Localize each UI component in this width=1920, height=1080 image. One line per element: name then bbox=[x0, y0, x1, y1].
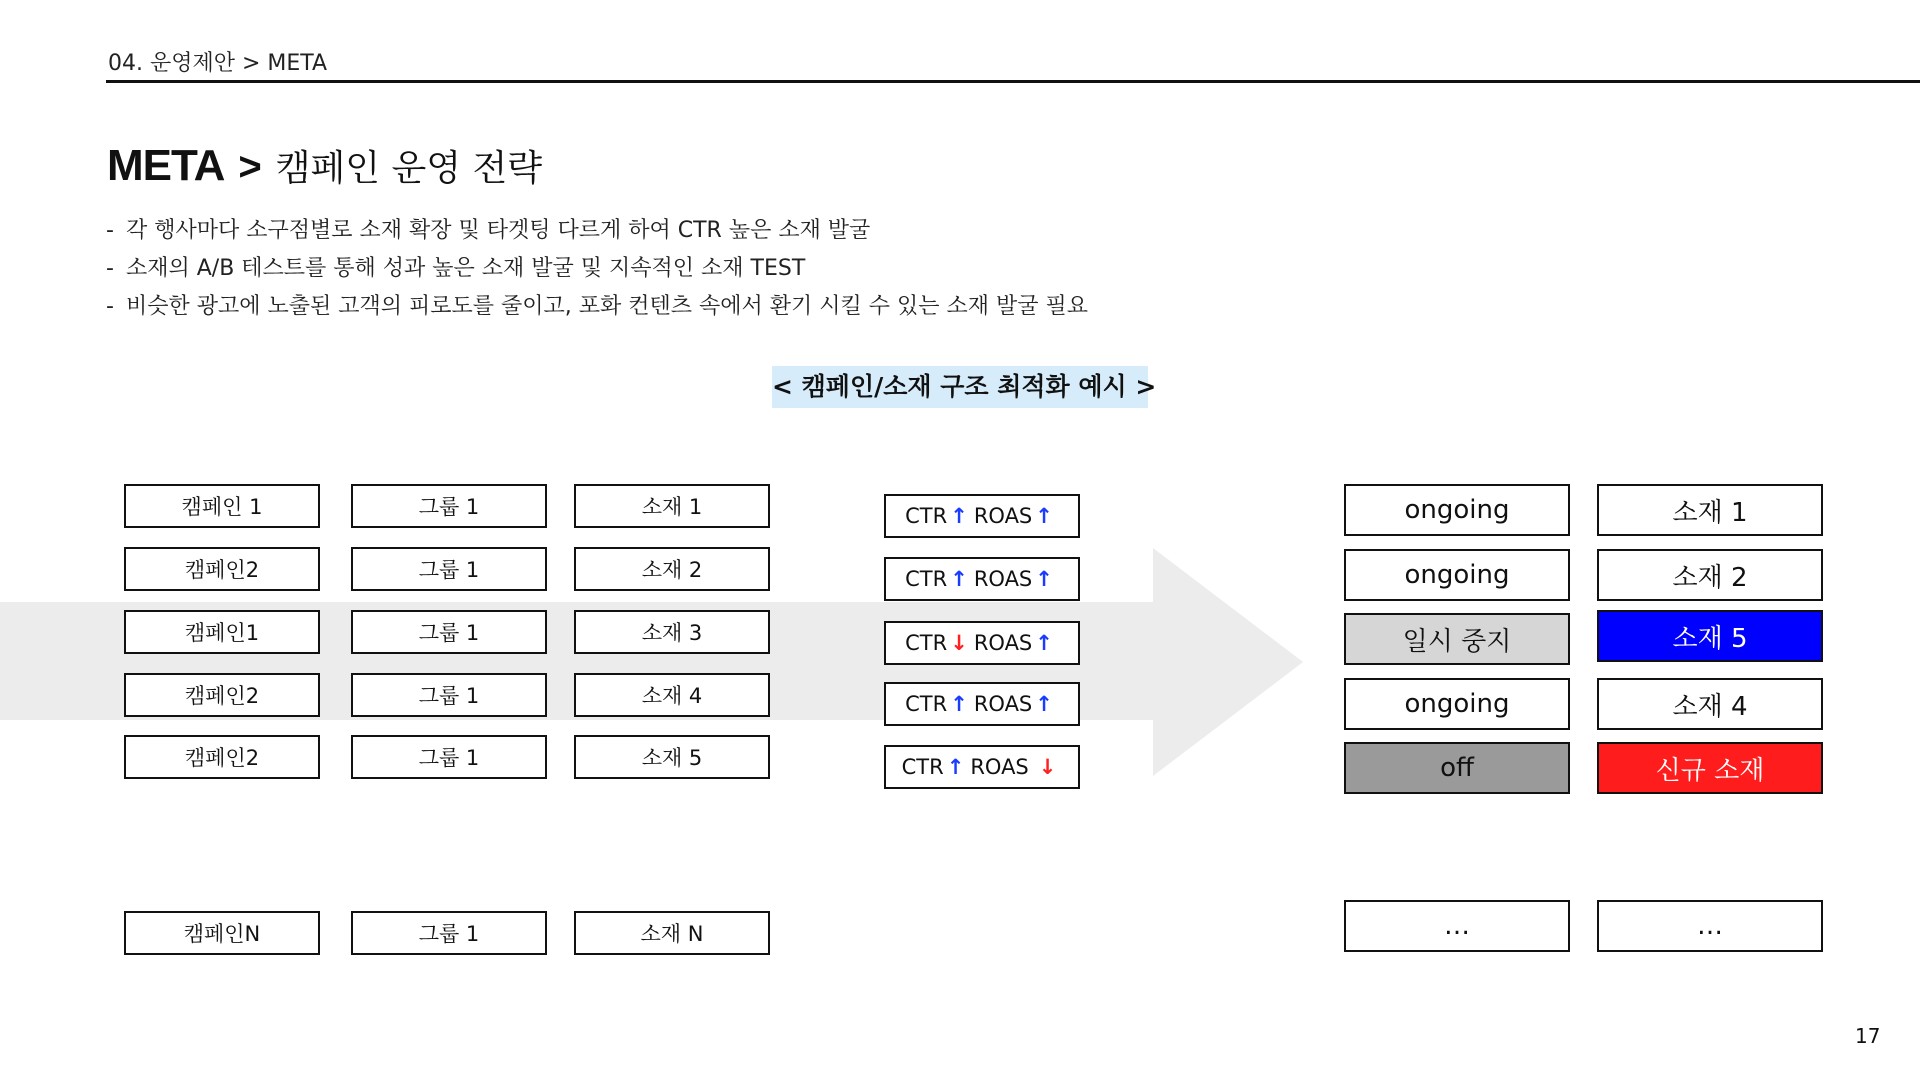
bullet-text: 각 행사마다 소구점별로 소재 확장 및 타겟팅 다르게 하여 CTR 높은 소재 발굴 bbox=[126, 218, 871, 243]
roas-label: ROAS bbox=[973, 692, 1033, 716]
breadcrumb: 04. 운영제안 > META bbox=[108, 51, 328, 76]
result-ad-box-more: … bbox=[1597, 900, 1823, 952]
ctr-up-arrow-icon: ↑ bbox=[950, 567, 968, 591]
result-ad-box-new: 신규 소재 bbox=[1597, 742, 1823, 794]
bullet-text: 비슷한 광고에 노출된 고객의 피로도를 줄이고, 포화 컨텐츠 속에서 환기 시킬 수 있는 소재 발굴 필요 bbox=[126, 294, 1088, 319]
result-ad-box: 소재 2 bbox=[1597, 549, 1823, 601]
flow-arrow-head bbox=[1153, 548, 1303, 776]
ad-box: 소재 N bbox=[574, 911, 770, 955]
ctr-label: CTR bbox=[905, 504, 948, 528]
campaign-box: 캠페인2 bbox=[124, 735, 320, 779]
diagram-subtitle: < 캠페인/소재 구조 최적화 예시 > bbox=[772, 366, 1148, 408]
bullet-item bbox=[106, 216, 1088, 254]
campaign-box: 캠페인1 bbox=[124, 610, 320, 654]
bullet-dash: - bbox=[106, 294, 114, 319]
group-box: 그룹 1 bbox=[351, 547, 547, 591]
bullet-text: 소재의 A/B 테스트를 통해 성과 높은 소재 발굴 및 지속적인 소재 TEST bbox=[126, 256, 806, 281]
page-title-main: META bbox=[107, 141, 225, 190]
status-box: ongoing bbox=[1344, 484, 1570, 536]
page-number: 17 bbox=[1855, 1024, 1881, 1048]
roas-up-arrow-icon: ↑ bbox=[1035, 504, 1053, 528]
status-box-paused: 일시 중지 bbox=[1344, 613, 1570, 665]
ctr-up-arrow-icon: ↑ bbox=[946, 755, 965, 779]
header-divider bbox=[106, 80, 1920, 83]
ad-box: 소재 3 bbox=[574, 610, 770, 654]
ctr-label: CTR bbox=[901, 755, 944, 779]
page-title-sub: 캠페인 운영 전략 bbox=[275, 148, 543, 189]
bullet-item bbox=[106, 292, 1088, 330]
metric-box bbox=[884, 682, 1080, 726]
status-box: ongoing bbox=[1344, 549, 1570, 601]
campaign-box: 캠페인N bbox=[124, 911, 320, 955]
roas-label: ROAS bbox=[973, 631, 1033, 655]
status-box-more: … bbox=[1344, 900, 1570, 952]
roas-down-arrow-icon: ↓ bbox=[1038, 755, 1057, 779]
bullet-list bbox=[106, 216, 1088, 330]
metric-box bbox=[884, 621, 1080, 665]
metric-box bbox=[884, 557, 1080, 601]
roas-label: ROAS bbox=[970, 755, 1029, 779]
group-box: 그룹 1 bbox=[351, 735, 547, 779]
metric-box bbox=[884, 745, 1080, 789]
roas-label: ROAS bbox=[973, 567, 1033, 591]
ad-box: 소재 5 bbox=[574, 735, 770, 779]
group-box: 그룹 1 bbox=[351, 610, 547, 654]
campaign-box: 캠페인2 bbox=[124, 547, 320, 591]
roas-label: ROAS bbox=[973, 504, 1033, 528]
status-box: ongoing bbox=[1344, 678, 1570, 730]
page-title-separator: > bbox=[238, 145, 262, 189]
ctr-up-arrow-icon: ↑ bbox=[950, 504, 968, 528]
roas-up-arrow-icon: ↑ bbox=[1035, 692, 1053, 716]
result-ad-box: 소재 1 bbox=[1597, 484, 1823, 536]
page-title bbox=[107, 140, 542, 191]
group-box: 그룹 1 bbox=[351, 911, 547, 955]
ctr-down-arrow-icon: ↓ bbox=[950, 631, 968, 655]
status-box-off: off bbox=[1344, 742, 1570, 794]
bullet-dash: - bbox=[106, 256, 114, 281]
group-box: 그룹 1 bbox=[351, 673, 547, 717]
result-ad-box-replaced: 소재 5 bbox=[1597, 610, 1823, 662]
ad-box: 소재 2 bbox=[574, 547, 770, 591]
roas-up-arrow-icon: ↑ bbox=[1035, 631, 1053, 655]
bullet-item bbox=[106, 254, 1088, 292]
ad-box: 소재 4 bbox=[574, 673, 770, 717]
ctr-label: CTR bbox=[905, 567, 948, 591]
ad-box: 소재 1 bbox=[574, 484, 770, 528]
metric-box bbox=[884, 494, 1080, 538]
ctr-up-arrow-icon: ↑ bbox=[950, 692, 968, 716]
result-ad-box: 소재 4 bbox=[1597, 678, 1823, 730]
campaign-box: 캠페인 1 bbox=[124, 484, 320, 528]
campaign-box: 캠페인2 bbox=[124, 673, 320, 717]
ctr-label: CTR bbox=[905, 631, 948, 655]
roas-up-arrow-icon: ↑ bbox=[1035, 567, 1053, 591]
bullet-dash: - bbox=[106, 218, 114, 243]
group-box: 그룹 1 bbox=[351, 484, 547, 528]
ctr-label: CTR bbox=[905, 692, 948, 716]
